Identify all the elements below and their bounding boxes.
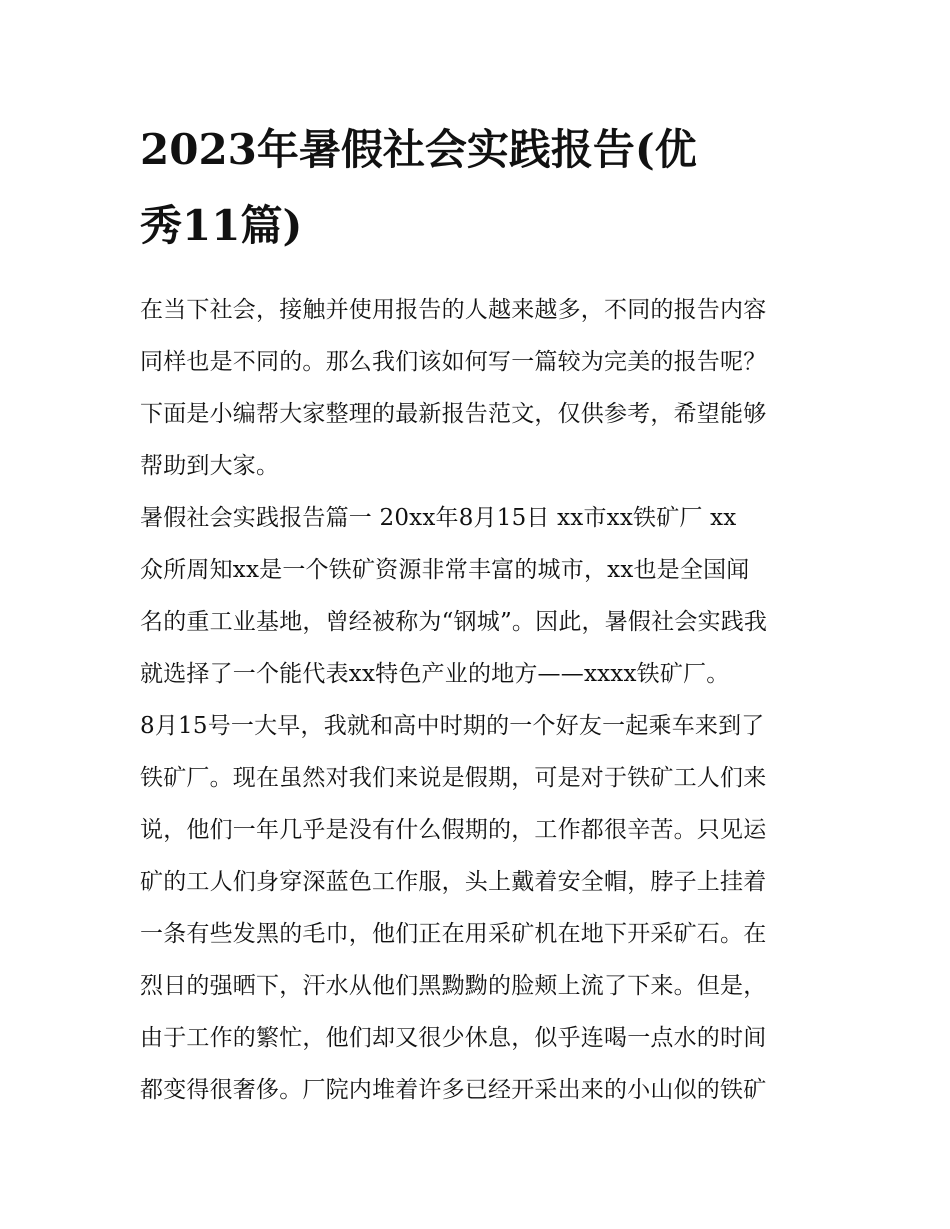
body-paragraph — [140, 700, 812, 1116]
paragraph-line: 下面是小编帮大家整理的最新报告范文，仅供参考，希望能够 — [140, 401, 767, 427]
document-title — [140, 112, 812, 264]
paragraph-line: 由于工作的繁忙，他们却又很少休息，似乎连喝一点水的时间 — [140, 1025, 767, 1051]
section-heading-paragraph — [140, 492, 812, 544]
paragraph-line: 就选择了一个能代表xx特色产业的地方——xxxx铁矿厂。 — [140, 661, 730, 687]
paragraph-line: 都变得很奢侈。厂院内堆着许多已经开采出来的小山似的铁矿 — [140, 1077, 767, 1103]
paragraph-line: 众所周知xx是一个铁矿资源非常丰富的城市，xx也是全国闻 — [140, 557, 750, 583]
body-paragraph — [140, 544, 812, 700]
title-line: 2023年暑假社会实践报告(优 — [140, 125, 697, 174]
paragraph-line: 说，他们一年几乎是没有什么假期的，工作都很辛苦。只见运 — [140, 817, 767, 843]
paragraph-line: 矿的工人们身穿深蓝色工作服，头上戴着安全帽，脖子上挂着 — [140, 869, 767, 895]
paragraph-line: 烈日的强晒下，汗水从他们黑黝黝的脸颊上流了下来。但是， — [140, 973, 767, 999]
paragraph-line: 在当下社会，接触并使用报告的人越来越多，不同的报告内容 — [140, 297, 767, 323]
paragraph-line: 名的重工业基地，曾经被称为“钢城”。因此，暑假社会实践我 — [140, 609, 768, 635]
paragraph-line: 帮助到大家。 — [140, 453, 280, 479]
paragraph-line: 一条有些发黑的毛巾，他们正在用采矿机在地下开采矿石。在 — [140, 921, 767, 947]
paragraph-line: 8月15号一大早，我就和高中时期的一个好友一起乘车来到了 — [140, 713, 765, 739]
title-line: 秀11篇) — [140, 201, 303, 250]
paragraph-line: 同样也是不同的。那么我们该如何写一篇较为完美的报告呢？ — [140, 349, 767, 375]
paragraph-line: 暑假社会实践报告篇一 20xx年8月15日 xx市xx铁矿厂 xx — [140, 505, 737, 531]
intro-paragraph — [140, 284, 812, 492]
document-body — [140, 112, 812, 1116]
paragraph-line: 铁矿厂。现在虽然对我们来说是假期，可是对于铁矿工人们来 — [140, 765, 767, 791]
